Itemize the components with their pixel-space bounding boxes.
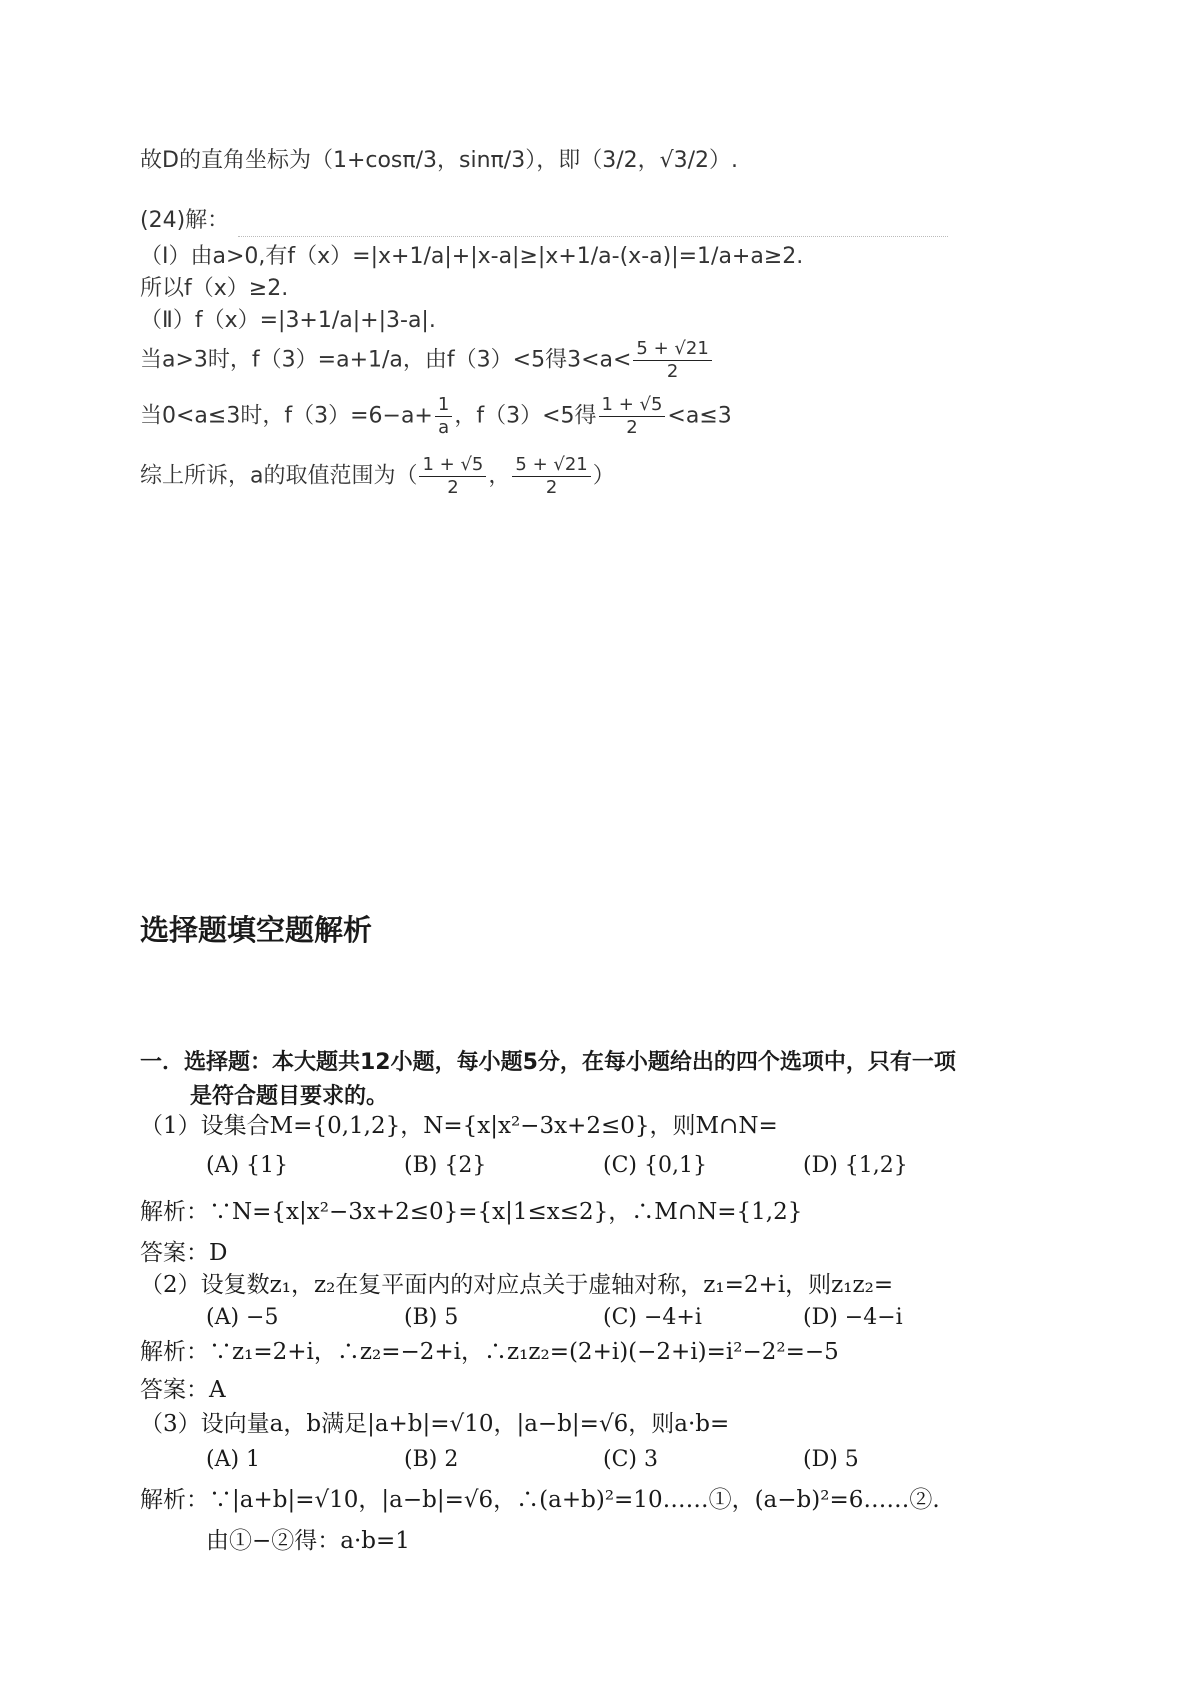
q1-option-c: (C) {0,1} — [603, 1153, 707, 1178]
q1-answer: 答案：D — [140, 1240, 228, 1266]
case2-text-b: ，f（3）<5得 — [454, 403, 597, 429]
fraction-1-over-a: $\frac{1}{a}$ — [435, 394, 452, 439]
q3-option-c: (C) 3 — [603, 1447, 658, 1472]
q2-stem: （2）设复数z₁，z₂在复平面内的对应点关于虚轴对称，z₁=2+i，则z₁z₂= — [140, 1272, 894, 1298]
case2-text-a: 当0<a≤3时，f（3）=6−a+ — [140, 403, 433, 429]
q24-part-i: （Ⅰ）由a>0,有f（x）=|x+1/a|+|x-a|≥|x+1/a-(x-a)|=1/a+a≥2. — [140, 244, 804, 269]
summary-text: 综上所诉，a的取值范围为（ — [140, 463, 418, 489]
q1-analysis: 解析：∵N={x|x²−3x+2≤0}={x|1≤x≤2}，∴M∩N={1,2} — [140, 1199, 803, 1225]
case-a-greater-3 — [140, 338, 714, 383]
q2-option-b: (B) 5 — [404, 1305, 459, 1330]
fraction-1-plus-sqrt5-over-2: $\frac{1 + √5}{2}$ — [599, 394, 666, 439]
case1-text: 当a>3时，f（3）=a+1/a，由f（3）<5得3<a< — [140, 347, 632, 373]
q3-option-b: (B) 2 — [404, 1447, 459, 1472]
section-instruction-line1: 一．选择题：本大题共12小题，每小题5分，在每小题给出的四个选项中，只有一项 — [140, 1050, 956, 1075]
section-instruction-line2: 是符合题目要求的。 — [190, 1084, 389, 1109]
q24-part-i-conclusion: 所以f（x）≥2. — [140, 276, 289, 301]
dotted-rule — [238, 236, 948, 237]
q24-title: (24)解： — [140, 208, 230, 233]
coordinate-line: 故D的直角坐标为（1+cosπ/3，sinπ/3），即（3/2，√3/2）. — [140, 148, 739, 173]
case2-text-c: <a≤3 — [667, 403, 732, 429]
q2-option-c: (C) −4+i — [603, 1305, 702, 1330]
q3-derivation: 由①−②得：a·b=1 — [206, 1528, 410, 1554]
q3-analysis: 解析：∵|a+b|=√10，|a−b|=√6，∴(a+b)²=10……①，(a−b)²=6……②. — [140, 1487, 940, 1513]
q1-option-b: (B) {2} — [404, 1153, 487, 1178]
q1-option-d: (D) {1,2} — [803, 1153, 908, 1178]
close-paren: ） — [592, 463, 615, 489]
q24-part-ii: （Ⅱ）f（x）=|3+1/a|+|3-a|. — [140, 308, 436, 333]
q3-option-a: (A) 1 — [206, 1447, 261, 1472]
q2-answer: 答案：A — [140, 1377, 226, 1403]
q3-option-d: (D) 5 — [803, 1447, 859, 1472]
q3-stem: （3）设向量a，b满足|a+b|=√10，|a−b|=√6，则a·b= — [140, 1411, 730, 1437]
fraction-5-plus-sqrt21-over-2: $\frac{5 + √21}{2}$ — [633, 338, 711, 383]
q2-analysis: 解析：∵z₁=2+i，∴z₂=−2+i，∴z₁z₂=(2+i)(−2+i)=i²−2²=−5 — [140, 1339, 839, 1365]
case-a-between-0-3 — [140, 394, 732, 439]
summary-line — [140, 454, 615, 499]
q2-option-d: (D) −4−i — [803, 1305, 903, 1330]
separator: ， — [488, 463, 511, 489]
section-heading: 选择题填空题解析 — [140, 913, 373, 947]
fraction-5-plus-sqrt21-over-2: $\frac{5 + √21}{2}$ — [512, 454, 590, 499]
fraction-1-plus-sqrt5-over-2: $\frac{1 + √5}{2}$ — [419, 454, 486, 499]
q1-stem: （1）设集合M={0,1,2}，N={x|x²−3x+2≤0}，则M∩N= — [140, 1113, 778, 1139]
q2-option-a: (A) −5 — [206, 1305, 279, 1330]
q1-option-a: (A) {1} — [206, 1153, 289, 1178]
